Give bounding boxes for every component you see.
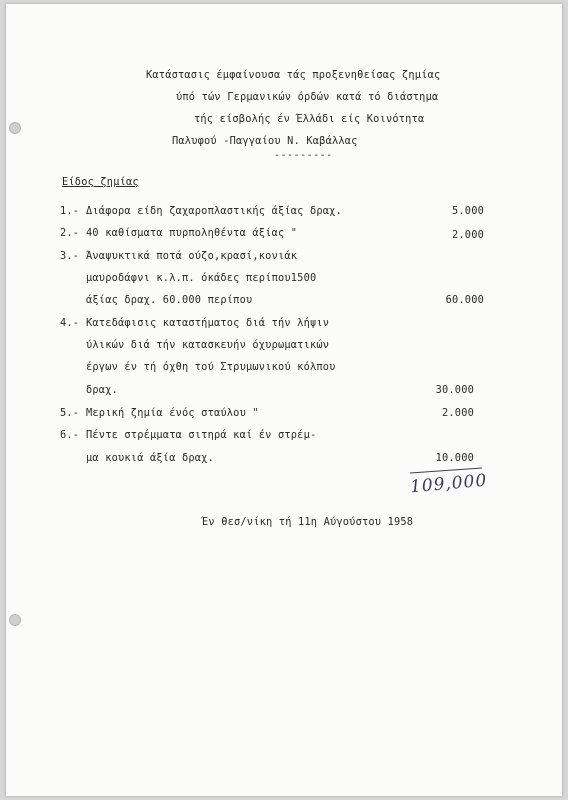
item-text: μα κουκιά άξία δραχ. [86,452,214,464]
header-line-4: Παλυφού -Παγγαίου Ν. Καβάλλας [172,135,358,147]
item-text: Άναψυκτικά ποτά ούζο,κρασί,κονιάκ [86,250,298,262]
header-line-3: τής είσβολής έν Έλλάδι είς Κοινότητα [194,113,425,125]
header-rule: --------- [274,150,333,161]
item-text: Πέντε στρέμματα σιτηρά καί έν στρέμ- [86,429,317,441]
header-line-1: Κατάστασις έμφαίνουσα τάς προξενηθείσας ζημίας [146,69,441,81]
item-amount: 2.000 [452,229,484,241]
item-amount: 30.000 [435,384,474,396]
item-amount: 5.000 [452,205,484,217]
item-number: 4.- [60,317,80,329]
item-text: ύλικών διά τήν κατασκευήν όχυρωματικών [86,339,330,351]
section-title: Είδος ζημίας [62,176,139,188]
document-page [6,4,562,796]
item-text: Διάφορα είδη ζαχαροπλαστικής άξίας δραχ. [86,205,342,217]
item-amount: 2.000 [442,407,474,419]
item-number: 1.- [60,205,80,217]
punch-hole [9,122,21,134]
header-line-2: ύπό τών Γερμανικών όρδών κατά τό διάστημα [176,91,439,103]
item-text: έργων έν τή όχθη τού Στρυμωνικού κόλπου [86,361,336,373]
item-number: 3.- [60,250,80,262]
item-number: 5.- [60,407,80,419]
item-number: 2.- [60,227,80,239]
item-text: 40 καθίσματα πυρποληθέντα άξίας " [86,227,298,239]
item-text: μαυροδάφνι κ.λ.π. όκάδες περίπου1500 [86,272,317,284]
punch-hole [9,614,21,626]
handwritten-total: 109,000 [409,470,489,498]
item-text: Μερική ζημία ένός σταύλου " [86,407,259,419]
item-amount: 60.000 [445,294,484,306]
item-text: άξίας δραχ. 60.000 περίπου [86,294,253,306]
item-number: 6.- [60,429,80,441]
date-line: Έν θεσ/νίκη τή 11η Αύγούστου 1958 [202,516,414,528]
item-text: Κατεδάφισις καταστήματος διά τήν λήψιν [86,317,330,329]
item-text: δραχ. [86,384,118,396]
item-amount: 10.000 [435,452,474,464]
